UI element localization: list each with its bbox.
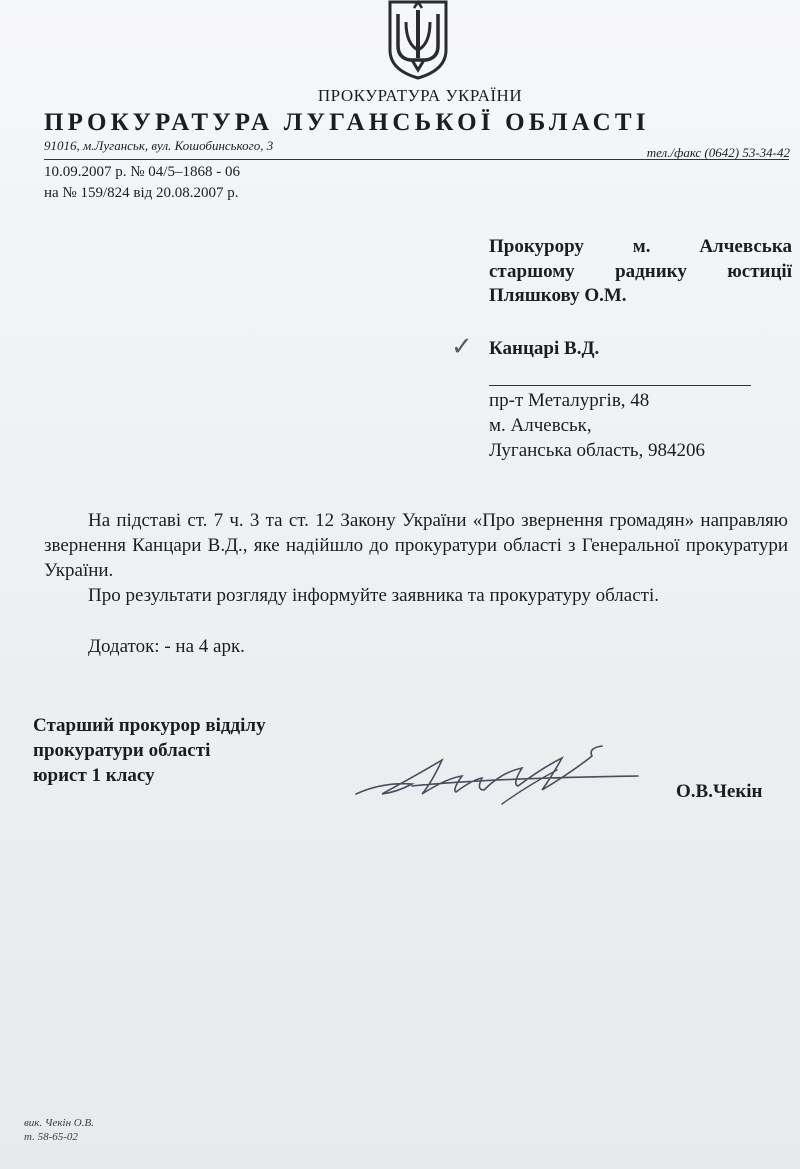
office-phone: тел./факс (0642) 53-34-42 xyxy=(646,145,790,160)
body-paragraph: На підставі ст. 7 ч. 3 та ст. 12 Закону України «Про звернення громадян» направляю звернення Канцари В.Д., яке надійшло до прокуратури області з Генеральної прокуратури України. xyxy=(44,510,788,581)
ministry-heading: ПРОКУРАТУРА УКРАЇНИ xyxy=(317,86,523,105)
office-heading: ПРОКУРАТУРА ЛУГАНСЬКОЇ ОБЛАСТІ xyxy=(44,109,650,136)
signer-name: О.В.Чекін xyxy=(676,781,763,802)
signatory-line: Старший прокурор відділу xyxy=(33,715,266,736)
trident-coat-of-arms-icon xyxy=(386,0,450,80)
office-address: 91016, м.Луганськ, вул. Кошобинського, 3 xyxy=(44,138,274,153)
letter-body xyxy=(44,508,788,608)
signatory-line: юрист 1 класу xyxy=(33,765,155,786)
recipient-name: Канцарі В.Д. xyxy=(489,338,600,359)
recipient-city: м. Алчевськ, xyxy=(489,415,592,436)
addressee-block xyxy=(489,235,792,309)
addressee-line: Пляшкову О.М. xyxy=(489,285,627,306)
handwritten-signature xyxy=(352,742,642,817)
body-paragraph: Про результати розгляду інформуйте заявника та прокуратуру області. xyxy=(88,585,659,606)
executor-phone: т. 58-65-02 xyxy=(24,1131,78,1143)
attachment-note: Додаток: - на 4 арк. xyxy=(88,636,245,657)
executor-name: вик. Чекін О.В. xyxy=(24,1117,94,1129)
check-mark-icon: ✓ xyxy=(451,332,473,362)
signatory-line: прокуратури області xyxy=(33,740,211,761)
recipient-street: пр-т Металургів, 48 xyxy=(489,390,650,411)
addressee-line: старшому раднику юстиції xyxy=(489,260,792,282)
recipient-region: Луганська область, 984206 xyxy=(489,440,706,461)
outgoing-reference: 10.09.2007 р. № 04/5–1868 - 06 xyxy=(44,164,240,180)
signatory-title xyxy=(33,713,266,788)
recipient-underline xyxy=(489,385,751,386)
incoming-reference: на № 159/824 від 20.08.2007 р. xyxy=(44,185,239,201)
header-divider xyxy=(44,159,789,160)
addressee-line: Прокурору м. Алчевська xyxy=(489,236,792,257)
